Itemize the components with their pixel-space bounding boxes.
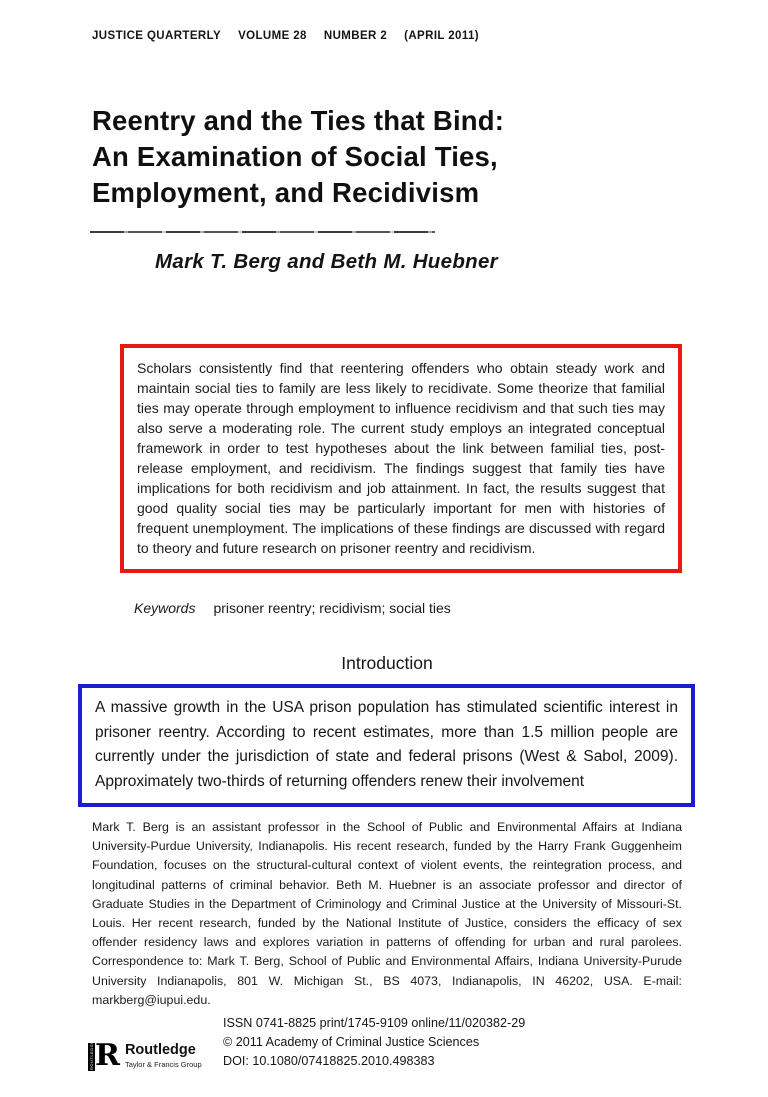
paper-title-line-1: Reentry and the Ties that Bind: xyxy=(92,105,505,136)
routledge-logo-name: Routledge xyxy=(124,1042,196,1058)
journal-date: (APRIL 2011) xyxy=(404,30,480,42)
routledge-r-glyph: R xyxy=(95,1038,120,1073)
keywords-line xyxy=(134,600,451,616)
journal-volume: VOLUME 28 xyxy=(238,30,307,42)
keywords-text: prisoner reentry; recidivism; social ties xyxy=(213,600,451,616)
keywords-label: Keywords xyxy=(134,600,196,616)
routledge-logo-icon xyxy=(88,1040,120,1072)
title-divider-rule xyxy=(90,231,435,233)
abstract-text: Scholars consistently find that reentering offenders who obtain steady work and maintain social ties to family are less likely to recidivate. Some theorize that familial ties may operate through employment to influence recidivism and that such ties may also serve a moderating role. The current study employs an integrated conceptual framework in order to test hypotheses about the link between familial ties, post-release employment, and recidivism. The findings suggest that family ties have implications for both recidivism and job attainment. In fact, the results suggest that good quality social ties may be particularly important for men with histories of frequent unemployment. The implications of these findings are discussed with regard to theory and future research on prisoner reentry and recidivism. xyxy=(137,360,665,556)
taylor-francis-subtext: Taylor & Francis Group xyxy=(124,1060,202,1069)
journal-number: NUMBER 2 xyxy=(323,30,388,42)
doi-line: DOI: 10.1080/07418825.2010.498383 xyxy=(223,1054,435,1068)
journal-header xyxy=(92,30,479,42)
section-heading-introduction: Introduction xyxy=(341,653,433,673)
intro-paragraph-text: A massive growth in the USA prison population has stimulated scientific interest in prisoner reentry. According to recent estimates, more than 1.5 million people are currently under the jurisdiction of state and federal prisons (West & Sabol, 2009). Approximately two-thirds of returning offenders renew their involvement xyxy=(95,699,678,790)
copyright-line: © 2011 Academy of Criminal Justice Sciences xyxy=(223,1035,480,1049)
abstract-annotation-box xyxy=(120,344,682,573)
routledge-logo xyxy=(88,1040,204,1072)
publisher-block xyxy=(88,1014,525,1072)
journal-name: JUSTICE QUARTERLY xyxy=(92,30,222,42)
intro-annotation-box xyxy=(78,684,695,807)
paper-title xyxy=(92,103,504,211)
imprint-block xyxy=(223,1014,525,1072)
issn-line: ISSN 0741-8825 print/1745-9109 online/11/020382-29 xyxy=(223,1016,526,1030)
paper-title-line-3: Employment, and Recidivism xyxy=(92,177,480,208)
author-footnote: Mark T. Berg is an assistant professor in the School of Public and Environmental Affairs at Indiana University-Purdue University, Indianapolis. His recent research, funded by the Harry Frank Guggenheim Foundation, focuses on the structural-cultural context of violent events, the reintegration process, and longitudinal patterns of criminal behavior. Beth M. Huebner is an associate professor and director of Graduate Studies in the Department of Criminology and Criminal Justice at the University of Missouri-St. Louis. Her recent research, funded by the National Institute of Justice, considers the efficacy of sex offender residency laws and explores variation in patterns of offending for urban and rural parolees. Correspondence to: Mark T. Berg, School of Public and Environmental Affairs, Indiana University-Purude University Indianapolis, 801 W. Michigan St., BS 4073, Indianapolis, IN 46202, USA. E-mail: markberg@iupui.edu. xyxy=(92,820,682,1007)
paper-title-line-2: An Examination of Social Ties, xyxy=(92,141,498,172)
routledge-vertical-text: ROUTLEDGE xyxy=(89,1040,94,1070)
authors-line: Mark T. Berg and Beth M. Huebner xyxy=(155,250,498,273)
